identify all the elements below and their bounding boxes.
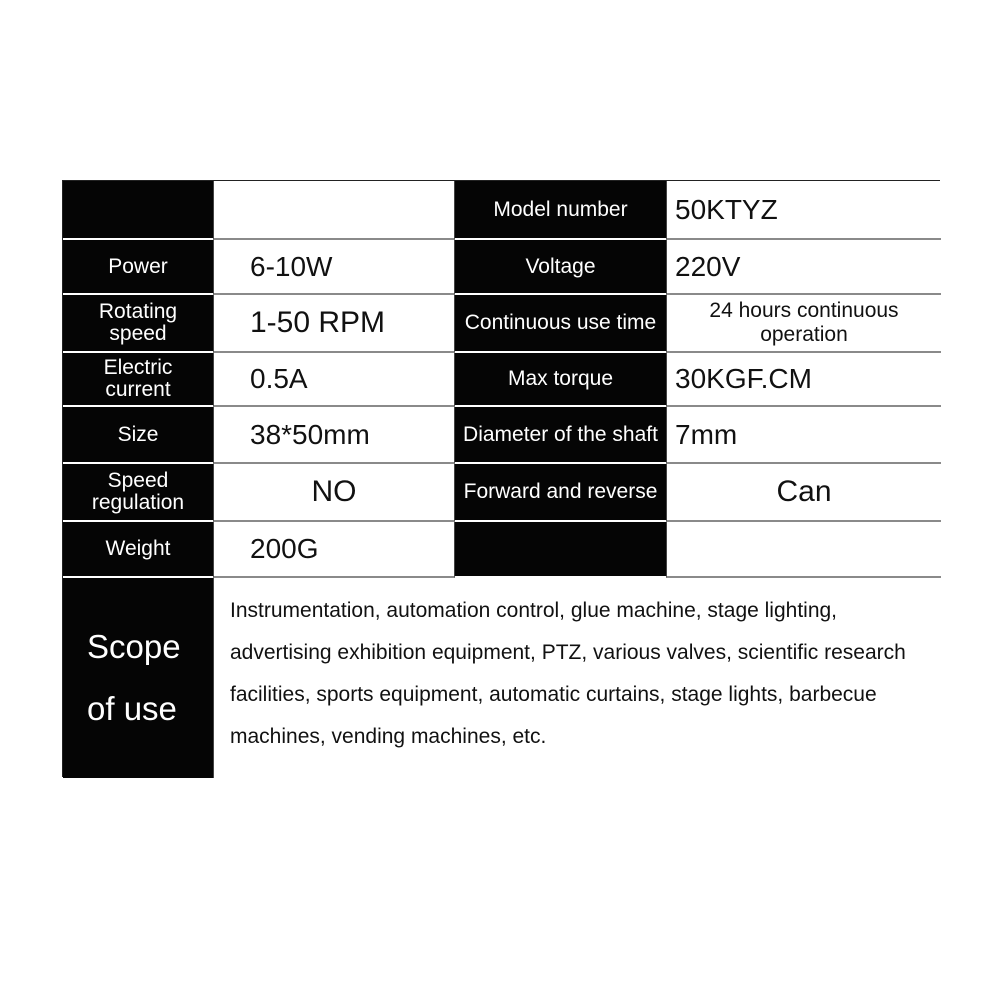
spec-label-model-number: Model number: [455, 181, 666, 240]
scope-label: Scope of use: [63, 578, 213, 778]
scope-text: Instrumentation, automation control, glue machine, stage lighting, advertising exhibition equipment, PTZ, various valves, scientific research facilities, sports equipment, automatic curtains, stage lights, barbecue machines, vending machines, etc.: [213, 578, 941, 778]
spec-label-empty: [63, 181, 213, 240]
spec-value-shaft-diameter: 7mm: [666, 407, 941, 464]
spec-label-speed-regulation: Speed regulation: [63, 464, 213, 522]
spec-label-rotating-speed: Rotating speed: [63, 295, 213, 353]
spec-value-continuous-use-time: 24 hours continuous operation: [666, 295, 941, 353]
spec-label-power: Power: [63, 240, 213, 295]
spec-value-max-torque: 30KGF.CM: [666, 353, 941, 407]
spec-label-shaft-diameter: Diameter of the shaft: [455, 407, 666, 464]
spec-value-empty: [213, 181, 455, 240]
spec-value-model-number: 50KTYZ: [666, 181, 941, 240]
spec-label-voltage: Voltage: [455, 240, 666, 295]
spec-label-max-torque: Max torque: [455, 353, 666, 407]
spec-label-size: Size: [63, 407, 213, 464]
spec-label-weight: Weight: [63, 522, 213, 578]
spec-value-power: 6-10W: [213, 240, 455, 295]
spec-label-continuous-use-time: Continuous use time: [455, 295, 666, 353]
spec-value-size: 38*50mm: [213, 407, 455, 464]
spec-label-empty-right: [455, 522, 666, 578]
spec-label-electric-current: Electric current: [63, 353, 213, 407]
spec-value-weight: 200G: [213, 522, 455, 578]
spec-table: [62, 180, 940, 777]
spec-value-electric-current: 0.5A: [213, 353, 455, 407]
spec-value-forward-reverse: Can: [666, 464, 941, 522]
spec-value-voltage: 220V: [666, 240, 941, 295]
spec-label-forward-reverse: Forward and reverse: [455, 464, 666, 522]
spec-value-speed-regulation: NO: [213, 464, 455, 522]
spec-value-empty-right: [666, 522, 941, 578]
spec-value-rotating-speed: 1-50 RPM: [213, 295, 455, 353]
